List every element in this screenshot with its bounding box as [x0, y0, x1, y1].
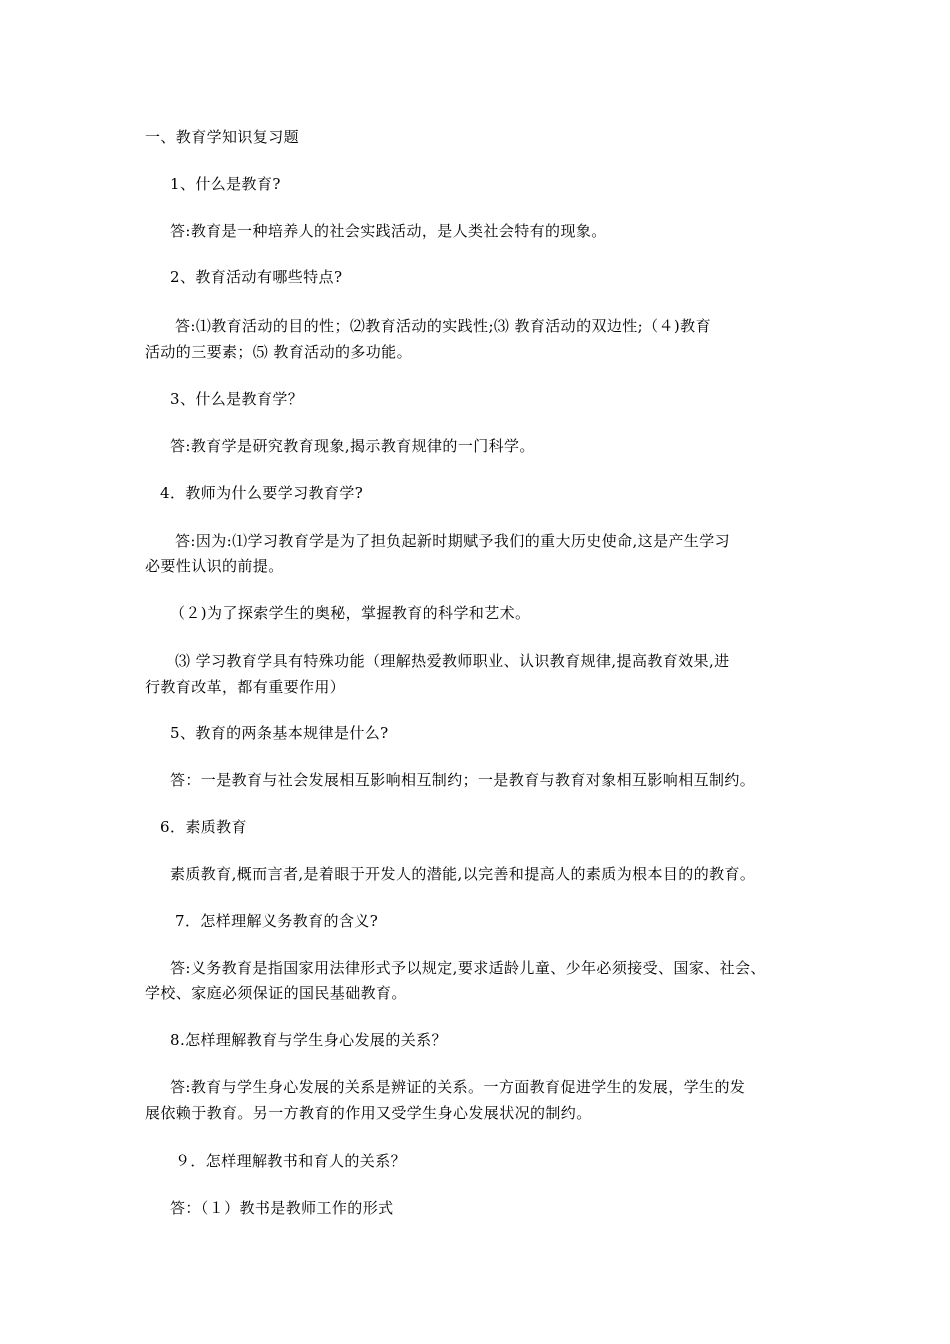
answer-5: 答：一是教育与社会发展相互影响相互制约；一是教育与教育对象相互影响相互制约。: [170, 771, 756, 789]
question-1: 1、什么是教育?: [170, 175, 281, 193]
answer-8-line-1: 答:教育与学生身心发展的关系是辨证的关系。一方面教育促进学生的发展，学生的发: [170, 1078, 746, 1096]
question-5: 5、教育的两条基本规律是什么?: [170, 724, 389, 742]
answer-7-line-2: 学校、家庭必须保证的国民基础教育。: [145, 984, 407, 1002]
answer-4-line-2: 必要性认识的前提。: [145, 557, 284, 575]
question-2: 2、教育活动有哪些特点?: [170, 268, 343, 286]
answer-3: 答:教育学是研究教育现象,揭示教育规律的一门科学。: [170, 437, 535, 455]
question-7: 7．怎样理解义务教育的含义?: [175, 912, 379, 930]
answer-8-line-2: 展依赖于教育。另一方教育的作用又受学生身心发展状况的制约。: [145, 1104, 592, 1122]
answer-6: 素质教育,概而言者,是着眼于开发人的潜能,以完善和提高人的素质为根本目的的教育。: [170, 865, 756, 883]
answer-2-line-1: 答:⑴教育活动的目的性；⑵教育活动的实践性;⑶ 教育活动的双边性;（４)教育: [175, 317, 711, 335]
answer-9: 答：（１）教书是教师工作的形式: [170, 1199, 394, 1217]
answer-4-point-2: （２)为了探索学生的奥秘，掌握教育的科学和艺术。: [170, 604, 531, 622]
question-9: ９．怎样理解教书和育人的关系？: [175, 1152, 407, 1170]
question-3: 3、什么是教育学？: [170, 390, 304, 408]
question-8: 8.怎样理解教育与学生身心发展的关系？: [170, 1031, 447, 1049]
answer-4-line-1: 答:因为:⑴学习教育学是为了担负起新时期赋予我们的重大历史使命,这是产生学习: [175, 532, 731, 550]
question-6: 6．素质教育: [160, 818, 247, 836]
answer-2-line-2: 活动的三要素；⑸ 教育活动的多功能。: [145, 343, 412, 361]
answer-4-point-3-line-1: ⑶ 学习教育学具有特殊功能（理解热爱教师职业、认识教育规律,提高教育效果,进: [175, 652, 730, 670]
question-4: 4．教师为什么要学习教育学?: [160, 484, 364, 502]
answer-7-line-1: 答:义务教育是指国家用法律形式予以规定,要求适龄儿童、少年必须接受、国家、社会、: [170, 959, 766, 977]
answer-4-point-3-line-2: 行教育改革，都有重要作用）: [145, 678, 346, 696]
document-heading: 一、教育学知识复习题: [145, 128, 300, 146]
answer-1: 答:教育是一种培养人的社会实践活动，是人类社会特有的现象。: [170, 222, 607, 240]
